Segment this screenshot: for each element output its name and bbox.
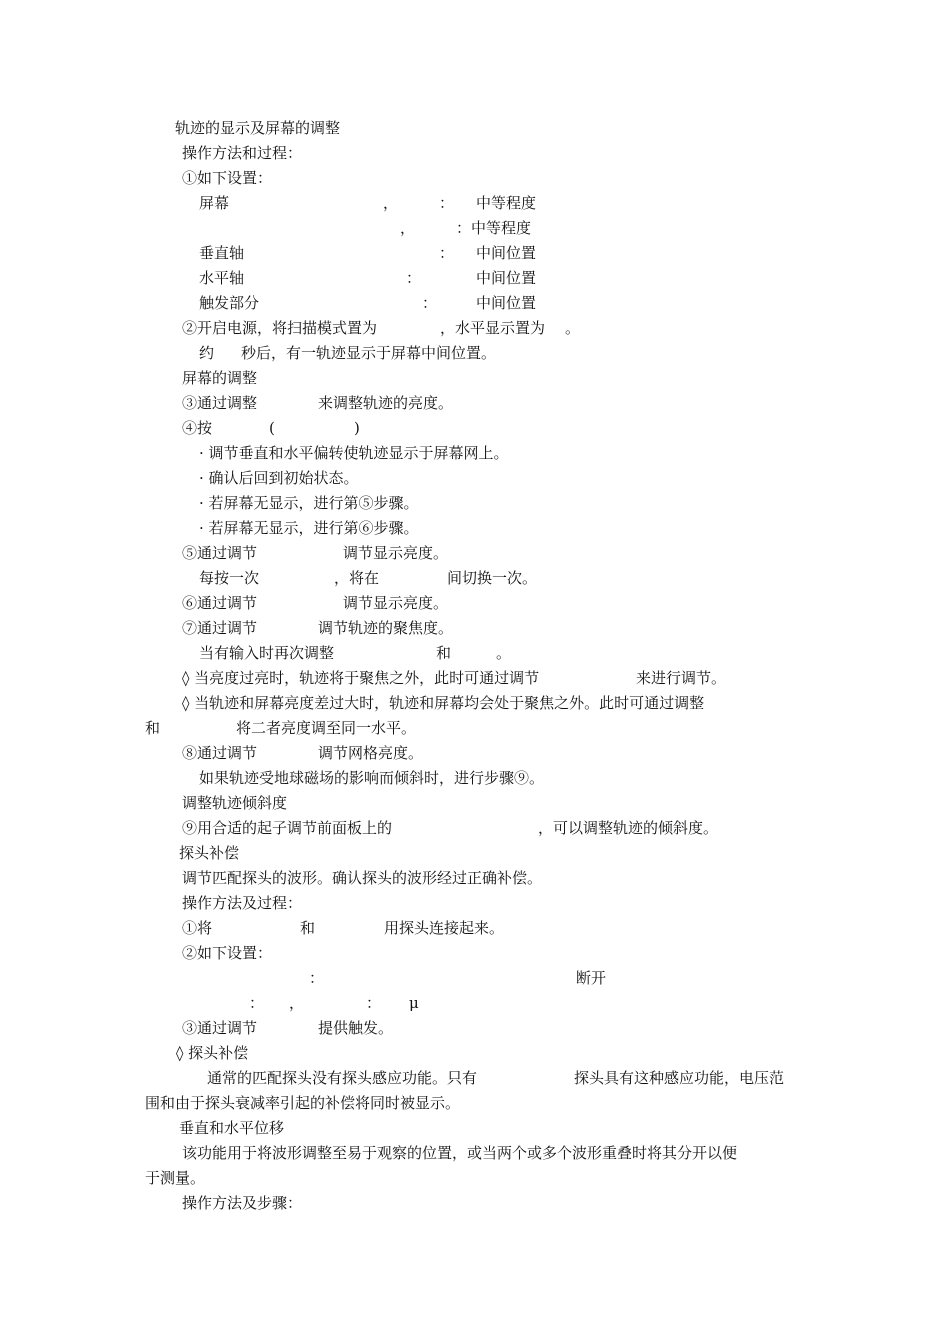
probe-setting-2-mu: μ: [409, 994, 419, 1012]
setting-trigger-label: 触发部分: [199, 294, 260, 312]
step-8-part-a: ⑧通过调节: [182, 744, 258, 762]
setting-horizontal-label: 水平轴: [199, 269, 245, 287]
setting-row2-value: ：中等程度: [456, 219, 532, 237]
step-9-part-b: ，可以调整轨迹的倾斜度。: [538, 819, 719, 837]
probe-setting-2-colon-1: ：: [249, 994, 265, 1012]
probe-step-3-part-a: ③通过调节: [182, 1019, 258, 1037]
note-2-line-2-b: 将二者亮度调至同一水平。: [236, 719, 417, 737]
wait-text-b: 秒后，有一轨迹显示于屏幕中间位置。: [241, 344, 497, 362]
setting-horizontal-value: 中间位置: [476, 269, 537, 287]
setting-vertical-value: 中间位置: [476, 244, 537, 262]
probe-note-line-1-a: 通常的匹配探头没有探头感应功能。只有: [207, 1069, 478, 1087]
probe-note-heading: ◊ 探头补偿: [176, 1044, 249, 1062]
input-text-b: 和: [436, 644, 452, 662]
probe-operation-heading: 操作方法及过程：: [182, 894, 303, 912]
probe-note-line-2: 围和由于探头衰减率引起的补偿将同时被显示。: [145, 1094, 461, 1112]
probe-setting-2-colon-2: ：: [366, 994, 382, 1012]
probe-step-1-part-c: 用探头连接起来。: [384, 919, 505, 937]
probe-note-line-1-b: 探头具有这种感应功能，电压范: [574, 1069, 785, 1087]
step-2-part-a: ②开启电源，将扫描模式置为: [182, 319, 378, 337]
vh-description-line-2: 于测量。: [145, 1169, 206, 1187]
step-2-part-b: ，水平显示置为: [440, 319, 546, 337]
setting-trigger-value: 中间位置: [476, 294, 537, 312]
setting-screen-comma: ，: [383, 194, 399, 212]
press-text-c: 间切换一次。: [447, 569, 538, 587]
step-3-part-a: ③通过调整: [182, 394, 258, 412]
press-text-b: ，将在: [334, 569, 380, 587]
step-5-part-a: ⑤通过调节: [182, 544, 258, 562]
probe-heading: 探头补偿: [179, 844, 240, 862]
note-1-part-a: ◊ 当亮度过亮时，轨迹将于聚焦之外，此时可通过调节: [182, 669, 540, 687]
step-7-part-a: ⑦通过调节: [182, 619, 258, 637]
setting-horizontal-colon: ：: [406, 269, 422, 287]
probe-step-3-part-b: 提供触发。: [318, 1019, 394, 1037]
bullet-item: · 若屏幕无显示，进行第⑥步骤。: [199, 519, 419, 537]
section-title: 轨迹的显示及屏幕的调整: [175, 119, 341, 137]
tilt-note: 如果轨迹受地球磁场的影响而倾斜时，进行步骤⑨。: [199, 769, 545, 787]
step-7-part-b: 调节轨迹的聚焦度。: [318, 619, 454, 637]
step-2-part-c: 。: [565, 319, 581, 337]
step-1-text: ①如下设置：: [182, 169, 273, 187]
step-6-part-a: ⑥通过调节: [182, 594, 258, 612]
bullet-item: · 若屏幕无显示，进行第⑤步骤。: [199, 494, 419, 512]
vh-operation-heading: 操作方法及步骤：: [182, 1194, 303, 1212]
screen-adjust-heading: 屏幕的调整: [182, 369, 258, 387]
probe-step-2: ②如下设置：: [182, 944, 273, 962]
input-text-a: 当有输入时再次调整: [199, 644, 335, 662]
note-2-line-1: ◊ 当轨迹和屏幕亮度差过大时，轨迹和屏幕均会处于聚焦之外。此时可通过调整: [182, 694, 705, 712]
vh-description-line-1: 该功能用于将波形调整至易于观察的位置，或当两个或多个波形重叠时将其分开以便: [182, 1144, 738, 1162]
setting-vertical-colon: ：: [439, 244, 455, 262]
step-6-part-b: 调节显示亮度。: [343, 594, 449, 612]
probe-setting-2-comma: ，: [289, 994, 305, 1012]
probe-step-1-part-b: 和: [300, 919, 316, 937]
note-2-line-2-a: 和: [145, 719, 161, 737]
step-5-part-b: 调节显示亮度。: [343, 544, 449, 562]
setting-screen-colon: ：: [439, 194, 455, 212]
operation-heading: 操作方法和过程：: [182, 144, 303, 162]
step-9-part-a: ⑨用合适的起子调节前面板上的: [182, 819, 393, 837]
bullet-item: · 确认后回到初始状态。: [199, 469, 359, 487]
setting-screen-value: 中等程度: [476, 194, 537, 212]
step-8-part-b: 调节网格亮度。: [318, 744, 424, 762]
setting-screen-label: 屏幕: [199, 194, 230, 212]
step-4-part-a: ④按: [182, 419, 213, 437]
probe-setting-1-colon: ：: [309, 969, 325, 987]
step-4-paren-close: ): [354, 419, 360, 437]
setting-row2-comma: ，: [400, 219, 416, 237]
probe-step-1-part-a: ①将: [182, 919, 213, 937]
note-1-part-b: 来进行调节。: [636, 669, 727, 687]
step-4-paren-open: (: [269, 419, 275, 437]
press-text-a: 每按一次: [199, 569, 260, 587]
step-3-part-b: 来调整轨迹的亮度。: [318, 394, 454, 412]
input-text-c: 。: [496, 644, 512, 662]
setting-trigger-colon: ：: [422, 294, 438, 312]
probe-description: 调节匹配探头的波形。确认探头的波形经过正确补偿。: [182, 869, 543, 887]
wait-text-a: 约: [199, 344, 215, 362]
tilt-heading: 调整轨迹倾斜度: [182, 794, 288, 812]
bullet-item: · 调节垂直和水平偏转使轨迹显示于屏幕网上。: [199, 444, 509, 462]
probe-setting-1-value: 断开: [576, 969, 607, 987]
vh-heading: 垂直和水平位移: [179, 1119, 285, 1137]
setting-vertical-label: 垂直轴: [199, 244, 245, 262]
